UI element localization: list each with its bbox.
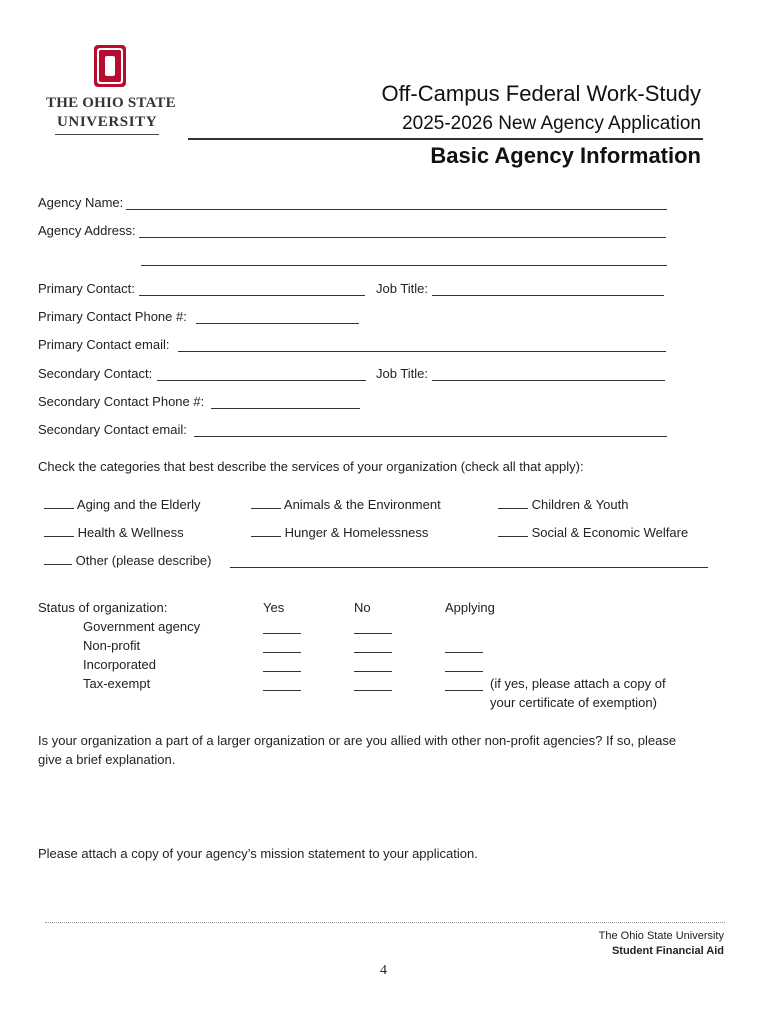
- status-col-applying: Applying: [445, 600, 495, 615]
- category-label: Other (please describe): [75, 553, 212, 568]
- category-label: Children & Youth: [531, 497, 629, 512]
- checkbox-blank[interactable]: [44, 497, 74, 509]
- footer-office: Student Financial Aid: [611, 945, 724, 957]
- primary-job-title-label: Job Title:: [376, 281, 429, 296]
- status-col-yes: Yes: [263, 600, 285, 615]
- status-col-no: No: [354, 600, 371, 615]
- checkbox-blank[interactable]: [498, 497, 528, 509]
- taxexempt-yes-blank[interactable]: [263, 690, 301, 691]
- primary-email-field[interactable]: [178, 351, 666, 352]
- logo-divider: [55, 134, 159, 135]
- status-row-nonprofit: Non-profit: [83, 638, 141, 653]
- secondary-email-field[interactable]: [194, 436, 667, 437]
- status-row-government: Government agency: [83, 619, 201, 634]
- block-o-logo-icon: [93, 44, 127, 88]
- checkbox-blank[interactable]: [44, 553, 72, 565]
- footer-university: The Ohio State University: [598, 930, 724, 942]
- form-title: Off-Campus Federal Work-Study: [381, 81, 701, 106]
- government-no-blank[interactable]: [354, 633, 392, 634]
- secondary-contact-field[interactable]: [157, 380, 366, 381]
- logo-wordmark-line2: UNIVERSITY: [57, 114, 158, 130]
- category-hunger[interactable]: [251, 525, 428, 540]
- secondary-phone-field[interactable]: [211, 408, 360, 409]
- government-yes-blank[interactable]: [263, 633, 301, 634]
- other-description-field[interactable]: [230, 567, 708, 568]
- page-number: 4: [380, 963, 387, 978]
- agency-address-field-line2[interactable]: [141, 265, 667, 266]
- footer-divider: [45, 922, 725, 923]
- nonprofit-no-blank[interactable]: [354, 652, 392, 653]
- secondary-job-title-field[interactable]: [432, 380, 665, 381]
- primary-contact-field[interactable]: [139, 295, 365, 296]
- section-heading: Basic Agency Information: [430, 143, 701, 168]
- secondary-phone-label: Secondary Contact Phone #:: [38, 394, 205, 409]
- incorporated-no-blank[interactable]: [354, 671, 392, 672]
- secondary-job-title-label: Job Title:: [376, 366, 429, 381]
- category-label: Health & Wellness: [77, 525, 184, 540]
- category-label: Hunger & Homelessness: [284, 525, 429, 540]
- allied-answer-area[interactable]: [38, 772, 728, 838]
- primary-contact-label: Primary Contact:: [38, 281, 135, 296]
- agency-address-label: Agency Address:: [38, 223, 136, 238]
- agency-address-field[interactable]: [139, 237, 666, 238]
- status-row-taxexempt: Tax-exempt: [83, 676, 151, 691]
- category-social[interactable]: [498, 525, 688, 540]
- primary-phone-field[interactable]: [196, 323, 359, 324]
- category-children[interactable]: [498, 497, 628, 512]
- agency-name-field[interactable]: [126, 209, 667, 210]
- checkbox-blank[interactable]: [251, 497, 281, 509]
- incorporated-applying-blank[interactable]: [445, 671, 483, 672]
- taxexempt-applying-blank[interactable]: [445, 690, 483, 691]
- checkbox-blank[interactable]: [498, 525, 528, 537]
- category-health[interactable]: [44, 525, 184, 540]
- categories-prompt: Check the categories that best describe the services of your organization (check all that apply):: [38, 459, 584, 474]
- nonprofit-applying-blank[interactable]: [445, 652, 483, 653]
- mission-statement-instruction: Please attach a copy of your agency’s mission statement to your application.: [38, 846, 478, 861]
- allied-question-line1: Is your organization a part of a larger organization or are you allied with other non-profit agencies? If so, please: [38, 733, 677, 748]
- category-label: Aging and the Elderly: [76, 497, 201, 512]
- primary-email-label: Primary Contact email:: [38, 337, 170, 352]
- checkbox-blank[interactable]: [44, 525, 74, 537]
- agency-name-label: Agency Name:: [38, 195, 124, 210]
- checkbox-blank[interactable]: [251, 525, 281, 537]
- primary-job-title-field[interactable]: [432, 295, 664, 296]
- tax-exempt-note-line2: your certificate of exemption): [490, 695, 657, 710]
- status-label: Status of organization:: [38, 600, 168, 615]
- primary-phone-label: Primary Contact Phone #:: [38, 309, 187, 324]
- logo-wordmark-line1: THE OHIO STATE: [46, 95, 176, 111]
- taxexempt-no-blank[interactable]: [354, 690, 392, 691]
- secondary-email-label: Secondary Contact email:: [38, 422, 187, 437]
- category-aging[interactable]: [44, 497, 201, 512]
- form-subtitle: 2025-2026 New Agency Application: [402, 113, 701, 134]
- nonprofit-yes-blank[interactable]: [263, 652, 301, 653]
- status-row-incorporated: Incorporated: [83, 657, 156, 672]
- allied-question-line2: give a brief explanation.: [38, 752, 176, 767]
- category-label: Social & Economic Welfare: [531, 525, 689, 540]
- category-other[interactable]: [44, 553, 211, 568]
- incorporated-yes-blank[interactable]: [263, 671, 301, 672]
- header-divider: [188, 138, 703, 140]
- secondary-contact-label: Secondary Contact:: [38, 366, 153, 381]
- category-label: Animals & the Environment: [283, 497, 441, 512]
- tax-exempt-note-line1: (if yes, please attach a copy of: [490, 676, 666, 691]
- category-animals[interactable]: [251, 497, 441, 512]
